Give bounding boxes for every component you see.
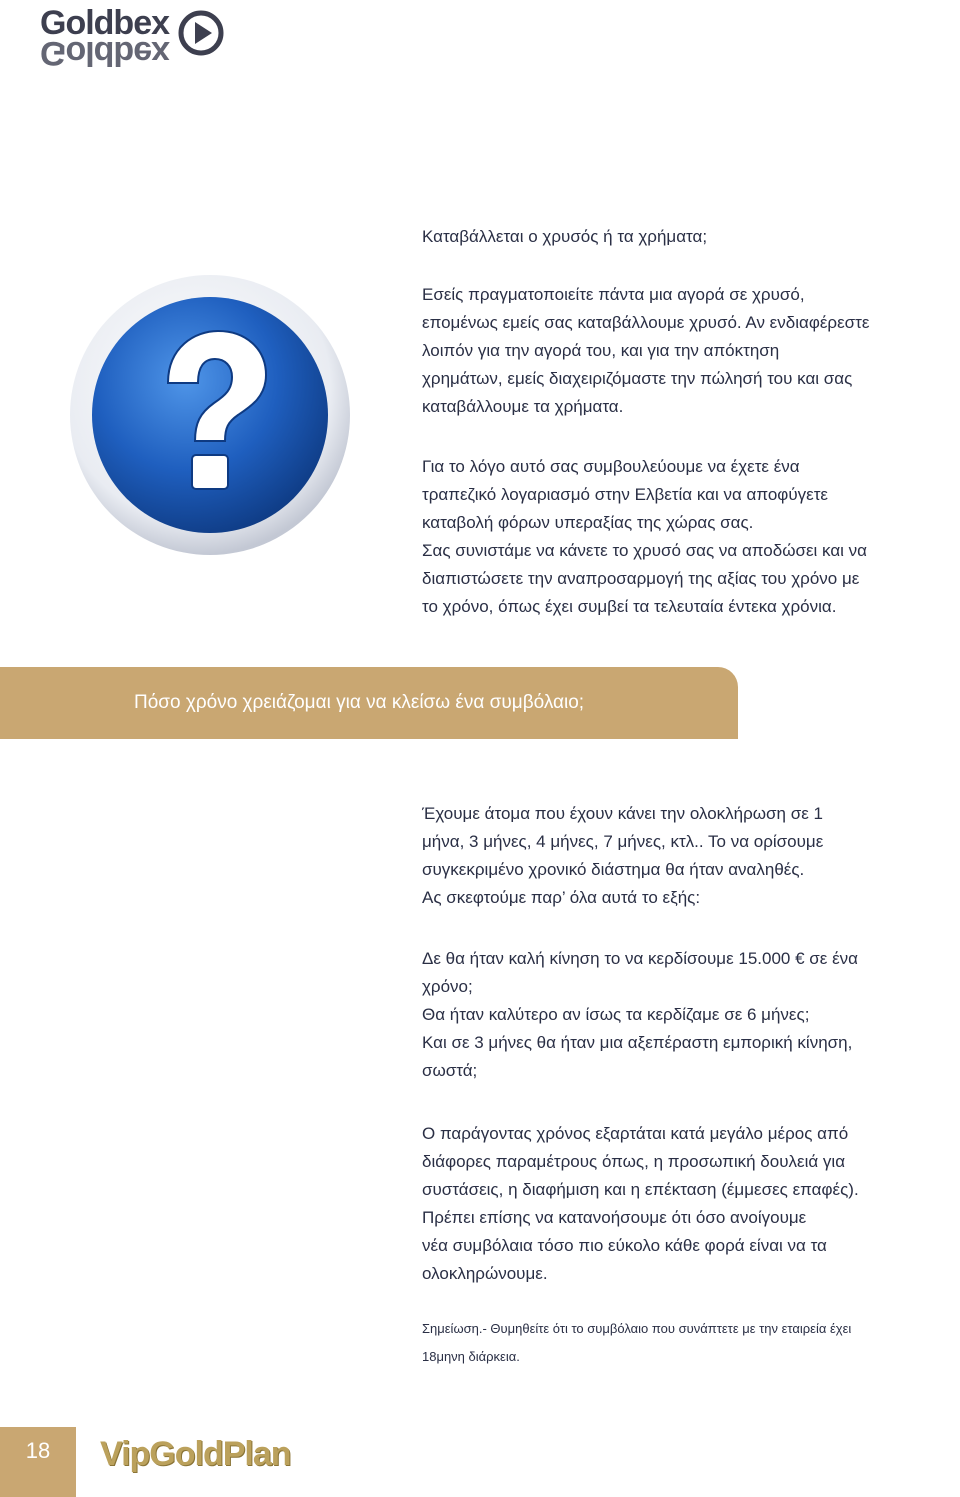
text-line: καταβολή φόρων υπεραξίας της χώρας σας. <box>422 513 754 532</box>
paragraph-1 <box>422 281 952 421</box>
text-line: Και σε 3 μήνες θα ήταν μια αξεπέραστη εμπορική κίνηση, <box>422 1033 853 1052</box>
text-line: ολοκληρώνουμε. <box>422 1264 548 1283</box>
question-heading: Καταβάλλεται ο χρυσός ή τα χρήματα; <box>422 227 708 246</box>
vipgoldplan-logo <box>100 1432 310 1480</box>
brand-text: VipGoldPlan <box>100 1435 291 1473</box>
footnote <box>422 1315 952 1371</box>
question-banner <box>0 667 738 739</box>
section-question-1 <box>422 223 952 251</box>
paragraph-2 <box>422 453 952 621</box>
text-line: καταβάλλουμε τα χρήματα. <box>422 397 624 416</box>
logo-text: Goldbex <box>40 4 170 42</box>
text-line: διαπιστώσετε την αναπροσαρμογή της αξίας του χρόνο με <box>422 569 860 588</box>
note-line: Σημείωση.- Θυμηθείτε ότι το συμβόλαιο που συνάπτετε με την εταιρεία έχει <box>422 1321 852 1336</box>
paragraph-3 <box>422 800 952 912</box>
text-line: Σας συνιστάμε να κάνετε το χρυσό σας να αποδώσει και να <box>422 541 868 560</box>
text-line: συγκεκριμένο χρονικό διάστημα θα ήταν αναληθές. <box>422 860 805 879</box>
text-line: Θα ήταν καλύτερο αν ίσως τα κερδίζαμε σε 6 μήνες; <box>422 1005 810 1024</box>
text-line: Πρέπει επίσης να κατανοήσουμε ότι όσο ανοίγουμε <box>422 1208 807 1227</box>
text-line: χρόνο; <box>422 977 473 996</box>
text-line: τραπεζικό λογαριασμό στην Ελβετία και να αποφύγετε <box>422 485 828 504</box>
text-line: Για το λόγο αυτό σας συμβουλεύουμε να έχετε ένα <box>422 457 800 476</box>
banner-text: Πόσο χρόνο χρειάζομαι για να κλείσω ένα συμβόλαιο; <box>134 692 585 713</box>
text-line: επομένως εμείς σας καταβάλλουμε χρυσό. Αν ενδιαφέρεστε <box>422 313 870 332</box>
paragraph-4 <box>422 945 952 1085</box>
question-mark-icon <box>60 265 360 565</box>
text-line: σωστά; <box>422 1061 478 1080</box>
text-line: μήνα, 3 μήνες, 4 μήνες, 7 μήνες, κτλ.. Το να ορίσουμε <box>422 832 824 851</box>
page-number: 18 <box>25 1438 51 1463</box>
goldbex-logo <box>40 4 230 72</box>
text-line: συστάσεις, η διαφήμιση και η επέκταση (έμμεσες επαφές). <box>422 1180 859 1199</box>
text-line: Έχουμε άτομα που έχουν κάνει την ολοκλήρωση σε 1 <box>422 804 823 823</box>
text-line: Ο παράγοντας χρόνος εξαρτάται κατά μεγάλο μέρος από <box>422 1124 849 1143</box>
note-line: 18μηνη διάρκεια. <box>422 1349 520 1364</box>
logo-reflection: Goldbex <box>40 34 170 72</box>
text-line: λοιπόν για την αγορά του, και για την απόκτηση <box>422 341 780 360</box>
text-line: νέα συμβόλαια τόσο πιο εύκολο κάθε φορά είναι να τα <box>422 1236 827 1255</box>
paragraph-5 <box>422 1120 952 1288</box>
text-line: Εσείς πραγματοποιείτε πάντα μια αγορά σε χρυσό, <box>422 285 805 304</box>
text-line: το χρόνο, όπως έχει συμβεί τα τελευταία έντεκα χρόνια. <box>422 597 837 616</box>
text-line: Ας σκεφτούμε παρ’ όλα αυτά το εξής: <box>422 888 701 907</box>
text-line: Δε θα ήταν καλή κίνηση το να κερδίσουμε 15.000 € σε ένα <box>422 949 858 968</box>
text-line: διάφορες παραμέτρους όπως, η προσωπική δουλειά για <box>422 1152 846 1171</box>
text-line: χρημάτων, εμείς διαχειριζόμαστε την πώλησή του και σας <box>422 369 853 388</box>
play-icon <box>178 10 224 56</box>
page-number-box <box>0 1427 76 1497</box>
